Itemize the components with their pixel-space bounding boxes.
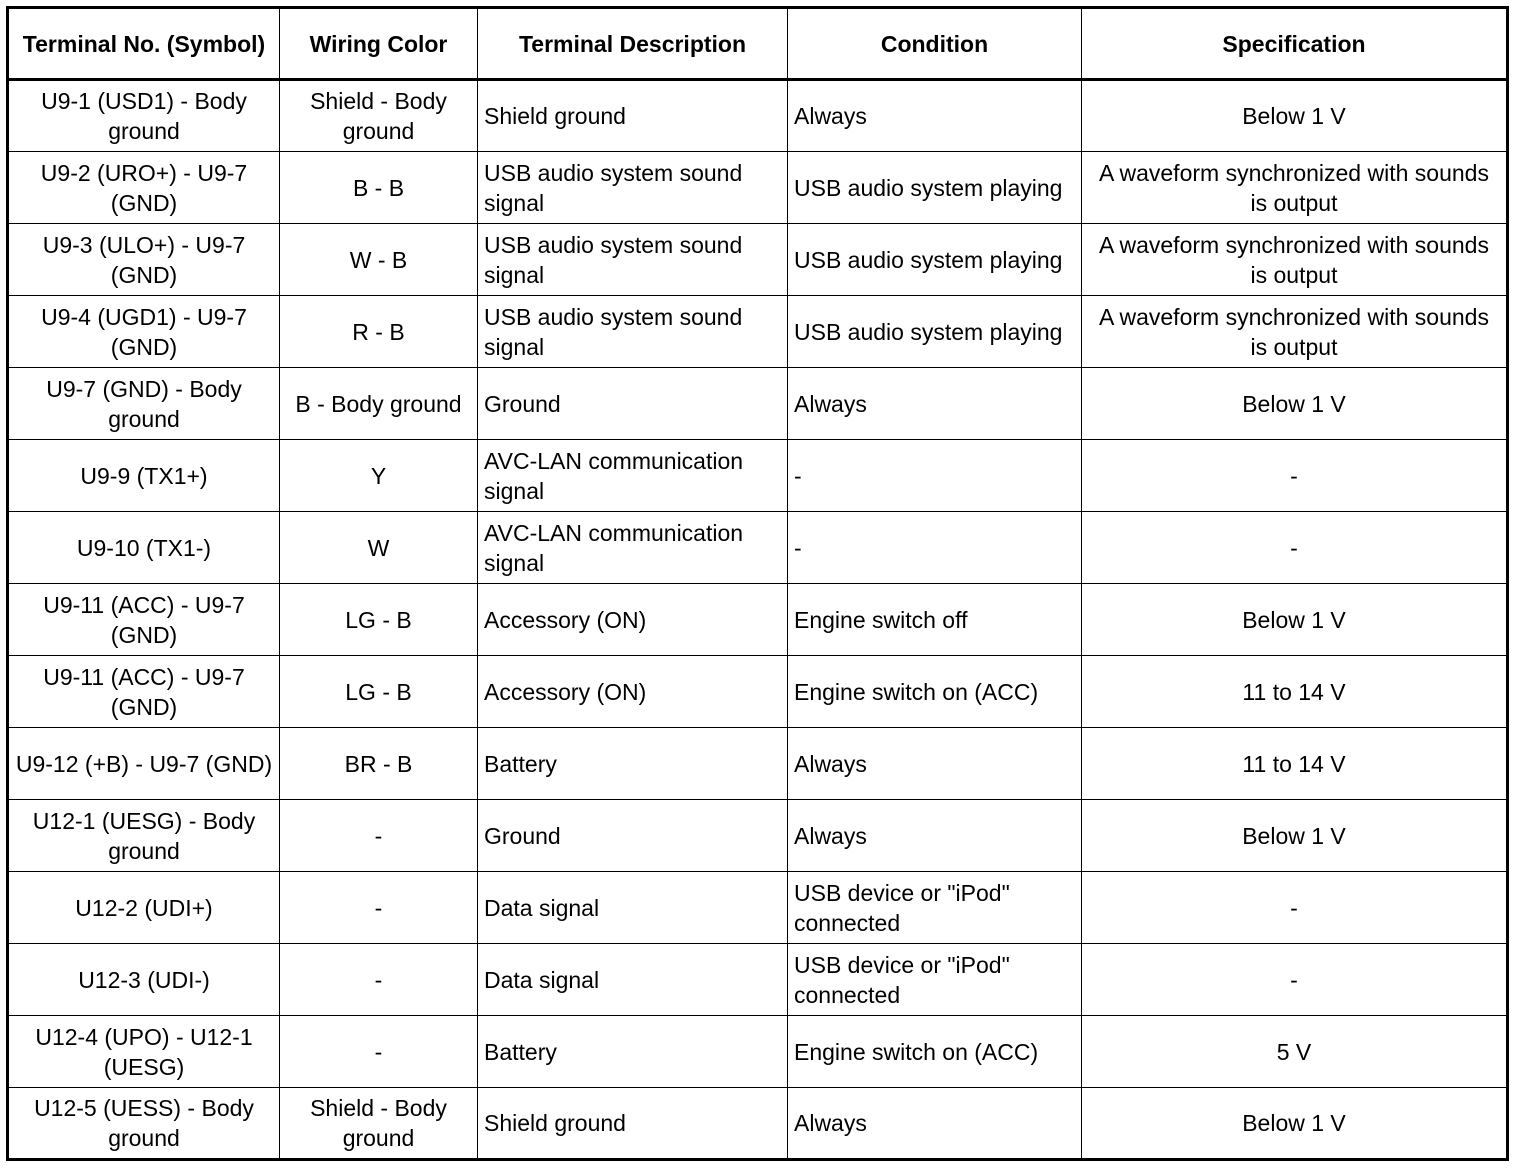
cell-description: Shield ground	[478, 1088, 788, 1160]
cell-terminal: U12-5 (UESS) - Body ground	[8, 1088, 280, 1160]
cell-wiring-color: Y	[280, 440, 478, 512]
cell-specification: A waveform synchronized with sounds is output	[1082, 152, 1508, 224]
cell-specification: Below 1 V	[1082, 584, 1508, 656]
cell-condition: Always	[788, 728, 1082, 800]
table-row	[8, 224, 1508, 296]
table-row	[8, 944, 1508, 1016]
table-row	[8, 584, 1508, 656]
cell-specification: A waveform synchronized with sounds is output	[1082, 224, 1508, 296]
cell-description: Data signal	[478, 944, 788, 1016]
cell-specification: A waveform synchronized with sounds is output	[1082, 296, 1508, 368]
table-row	[8, 512, 1508, 584]
cell-wiring-color: B - B	[280, 152, 478, 224]
cell-wiring-color: -	[280, 1016, 478, 1088]
cell-wiring-color: -	[280, 872, 478, 944]
cell-condition: USB audio system playing	[788, 296, 1082, 368]
cell-specification: 5 V	[1082, 1016, 1508, 1088]
cell-wiring-color: B - Body ground	[280, 368, 478, 440]
cell-wiring-color: BR - B	[280, 728, 478, 800]
table-row	[8, 152, 1508, 224]
cell-specification: -	[1082, 512, 1508, 584]
cell-specification: Below 1 V	[1082, 800, 1508, 872]
cell-terminal: U9-4 (UGD1) - U9-7 (GND)	[8, 296, 280, 368]
table-row	[8, 800, 1508, 872]
cell-specification: -	[1082, 944, 1508, 1016]
cell-condition: Engine switch on (ACC)	[788, 656, 1082, 728]
header-row	[8, 8, 1508, 80]
cell-specification: Below 1 V	[1082, 1088, 1508, 1160]
cell-terminal: U9-3 (ULO+) - U9-7 (GND)	[8, 224, 280, 296]
cell-wiring-color: -	[280, 800, 478, 872]
cell-condition: USB device or "iPod" connected	[788, 944, 1082, 1016]
cell-terminal: U9-11 (ACC) - U9-7 (GND)	[8, 656, 280, 728]
cell-condition: USB device or "iPod" connected	[788, 872, 1082, 944]
cell-specification: -	[1082, 872, 1508, 944]
cell-wiring-color: Shield - Body ground	[280, 1088, 478, 1160]
cell-description: Shield ground	[478, 80, 788, 152]
header-terminal-description: Terminal Description	[478, 8, 788, 80]
cell-specification: Below 1 V	[1082, 368, 1508, 440]
cell-specification: 11 to 14 V	[1082, 656, 1508, 728]
cell-description: Ground	[478, 368, 788, 440]
cell-wiring-color: R - B	[280, 296, 478, 368]
cell-wiring-color: Shield - Body ground	[280, 80, 478, 152]
cell-description: USB audio system sound signal	[478, 152, 788, 224]
cell-wiring-color: W	[280, 512, 478, 584]
cell-description: Accessory (ON)	[478, 656, 788, 728]
table-body	[8, 80, 1508, 1160]
table-row	[8, 296, 1508, 368]
cell-condition: -	[788, 440, 1082, 512]
header-specification: Specification	[1082, 8, 1508, 80]
cell-terminal: U9-7 (GND) - Body ground	[8, 368, 280, 440]
table-row	[8, 1016, 1508, 1088]
cell-description: Accessory (ON)	[478, 584, 788, 656]
table-header	[8, 8, 1508, 80]
table-row	[8, 872, 1508, 944]
table-row	[8, 656, 1508, 728]
cell-description: Battery	[478, 1016, 788, 1088]
table-row	[8, 440, 1508, 512]
cell-description: AVC-LAN communication signal	[478, 512, 788, 584]
cell-description: Data signal	[478, 872, 788, 944]
header-condition: Condition	[788, 8, 1082, 80]
cell-terminal: U12-3 (UDI-)	[8, 944, 280, 1016]
cell-condition: -	[788, 512, 1082, 584]
table-row	[8, 368, 1508, 440]
table-row	[8, 1088, 1508, 1160]
cell-description: AVC-LAN communication signal	[478, 440, 788, 512]
cell-description: Ground	[478, 800, 788, 872]
cell-condition: Always	[788, 368, 1082, 440]
cell-description: USB audio system sound signal	[478, 296, 788, 368]
cell-terminal: U9-10 (TX1-)	[8, 512, 280, 584]
cell-specification: Below 1 V	[1082, 80, 1508, 152]
header-wiring-color: Wiring Color	[280, 8, 478, 80]
cell-wiring-color: LG - B	[280, 656, 478, 728]
cell-terminal: U12-2 (UDI+)	[8, 872, 280, 944]
header-terminal: Terminal No. (Symbol)	[8, 8, 280, 80]
cell-description: Battery	[478, 728, 788, 800]
cell-terminal: U9-2 (URO+) - U9-7 (GND)	[8, 152, 280, 224]
cell-terminal: U12-1 (UESG) - Body ground	[8, 800, 280, 872]
cell-wiring-color: W - B	[280, 224, 478, 296]
cell-wiring-color: LG - B	[280, 584, 478, 656]
table-row	[8, 728, 1508, 800]
cell-specification: 11 to 14 V	[1082, 728, 1508, 800]
cell-terminal: U9-9 (TX1+)	[8, 440, 280, 512]
cell-condition: Always	[788, 800, 1082, 872]
terminal-spec-table	[6, 6, 1509, 1161]
table-row	[8, 80, 1508, 152]
cell-condition: USB audio system playing	[788, 224, 1082, 296]
cell-terminal: U9-12 (+B) - U9-7 (GND)	[8, 728, 280, 800]
cell-condition: Always	[788, 80, 1082, 152]
cell-description: USB audio system sound signal	[478, 224, 788, 296]
cell-terminal: U9-11 (ACC) - U9-7 (GND)	[8, 584, 280, 656]
cell-condition: Engine switch on (ACC)	[788, 1016, 1082, 1088]
cell-terminal: U9-1 (USD1) - Body ground	[8, 80, 280, 152]
cell-specification: -	[1082, 440, 1508, 512]
cell-condition: Always	[788, 1088, 1082, 1160]
cell-wiring-color: -	[280, 944, 478, 1016]
cell-terminal: U12-4 (UPO) - U12-1 (UESG)	[8, 1016, 280, 1088]
cell-condition: USB audio system playing	[788, 152, 1082, 224]
cell-condition: Engine switch off	[788, 584, 1082, 656]
